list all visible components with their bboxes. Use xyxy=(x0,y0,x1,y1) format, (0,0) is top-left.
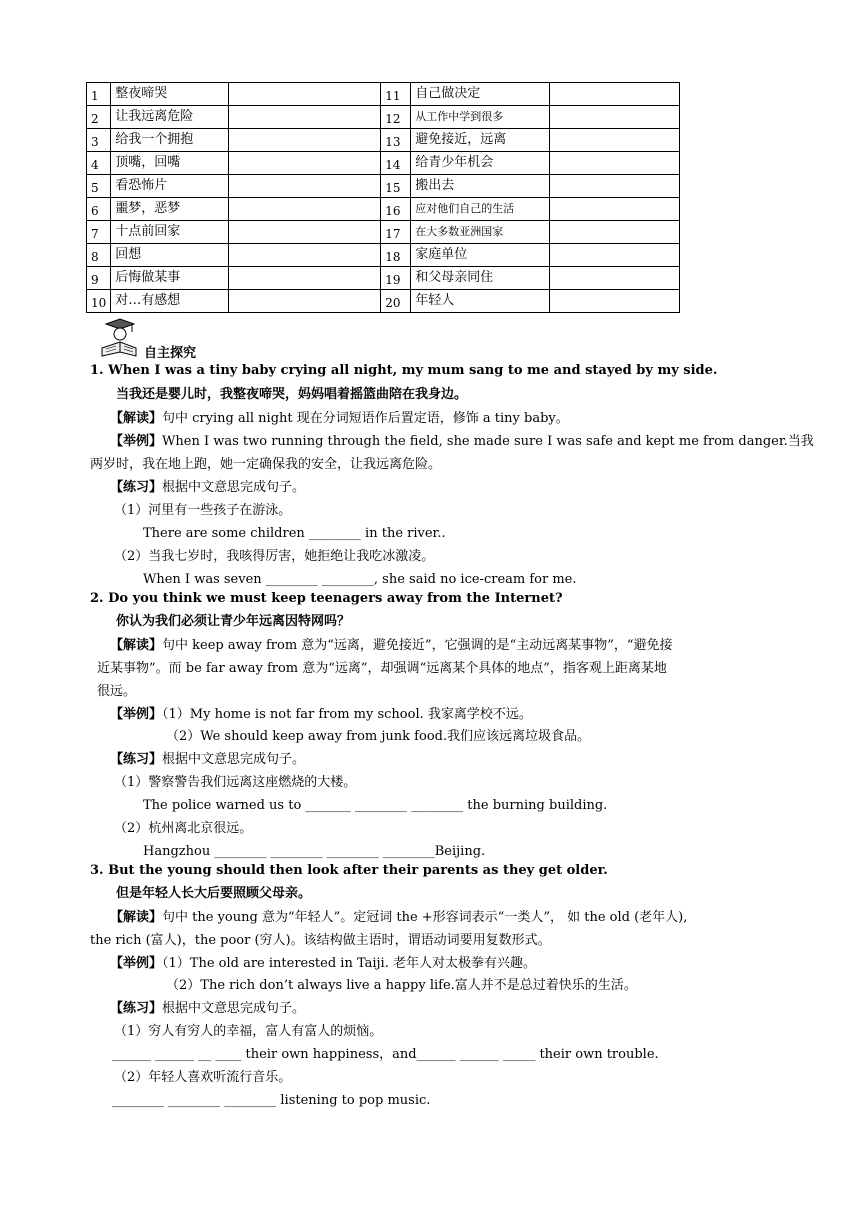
vocab-number: 13 xyxy=(381,129,411,152)
vocab-number: 16 xyxy=(381,198,411,221)
label-tag: 【解读】 xyxy=(110,411,163,426)
line-text: When I was seven ________ ________, she said no ice-cream for me. xyxy=(143,572,577,587)
line-text: 但是年轻人长大后要照顾父母亲。 xyxy=(116,886,312,901)
vocab-chinese: 让我远离危险 xyxy=(111,106,229,129)
vocab-row xyxy=(87,129,680,152)
vocab-answer-blank[interactable] xyxy=(229,152,381,175)
line-text: （1）My home is not far from my school. 我家离学校不远。 xyxy=(162,707,532,722)
vocab-number: 15 xyxy=(381,175,411,198)
vocab-number: 3 xyxy=(87,129,111,152)
vocab-answer-blank[interactable] xyxy=(550,175,680,198)
line-text: 句中 crying all night 现在分词短语作后置定语，修饰 a tiny baby。 xyxy=(162,411,569,426)
line-text: （2）杭州离北京很远。 xyxy=(114,821,253,836)
vocab-answer-blank[interactable] xyxy=(550,129,680,152)
vocab-answer-blank[interactable] xyxy=(229,267,381,290)
line-text: 两岁时，我在地上跑，她一定确保我的安全，让我远离危险。 xyxy=(90,457,442,472)
vocab-row xyxy=(87,267,680,290)
vocab-answer-blank[interactable] xyxy=(229,175,381,198)
text-line xyxy=(112,1092,430,1110)
vocab-chinese: 家庭单位 xyxy=(411,244,550,267)
line-text: There are some children ________ in the river.. xyxy=(143,526,446,541)
vocab-answer-blank[interactable] xyxy=(550,83,680,106)
line-text: （1）穷人有穷人的幸福，富人有富人的烦恼。 xyxy=(114,1024,383,1039)
question-line xyxy=(90,590,563,608)
line-text: 句中 keep away from 意为“远离，避免接近”，它强调的是“主动远离某事物”，“避免接 xyxy=(162,638,673,653)
text-line xyxy=(110,909,687,927)
question-line xyxy=(90,862,608,880)
vocab-answer-blank[interactable] xyxy=(550,198,680,221)
vocab-chinese: 看恐怖片 xyxy=(111,175,229,198)
vocab-chinese: 顶嘴，回嘴 xyxy=(111,152,229,175)
line-text: 很远。 xyxy=(97,684,137,699)
section-title: 自主探究 xyxy=(144,346,197,361)
text-line xyxy=(143,525,446,543)
line-text: 句中 the young 意为“年轻人”。定冠词 the +形容词表示“一类人”， 如 the old (老年人), xyxy=(162,910,688,925)
text-line xyxy=(110,751,305,769)
vocab-chinese: 给青少年机会 xyxy=(411,152,550,175)
vocab-answer-blank[interactable] xyxy=(550,106,680,129)
line-text: 根据中文意思完成句子。 xyxy=(162,752,306,767)
line-text: （1）河里有一些孩子在游泳。 xyxy=(114,503,292,518)
text-line xyxy=(114,774,356,792)
line-text: 当我还是婴儿时，我整夜啼哭，妈妈唱着摇篮曲陪在我身边。 xyxy=(116,387,468,402)
label-tag: 【举例】 xyxy=(110,707,163,722)
label-tag: 【解读】 xyxy=(110,638,163,653)
vocab-answer-blank[interactable] xyxy=(229,244,381,267)
line-text: （2）The rich don’t always live a happy life.富人并不是总过着快乐的生活。 xyxy=(166,978,637,993)
vocab-number: 14 xyxy=(381,152,411,175)
vocab-chinese: 和父母亲同住 xyxy=(411,267,550,290)
line-text: （1）The old are interested in Taiji. 老年人对太极拳有兴趣。 xyxy=(162,956,536,971)
vocabulary-table xyxy=(86,82,680,313)
vocab-number: 9 xyxy=(87,267,111,290)
text-line xyxy=(90,456,441,474)
vocab-chinese: 在大多数亚洲国家 xyxy=(411,221,550,244)
vocab-number: 5 xyxy=(87,175,111,198)
line-text: the rich (富人)，the poor (穷人)。该结构做主语时，谓语动词要用复数形式。 xyxy=(90,933,551,948)
text-line xyxy=(110,433,814,451)
vocab-answer-blank[interactable] xyxy=(229,83,381,106)
vocab-chinese: 年轻人 xyxy=(411,290,550,313)
text-line xyxy=(114,502,291,520)
vocab-chinese: 十点前回家 xyxy=(111,221,229,244)
text-line xyxy=(166,977,637,995)
line-text: When I was two running through the field, she made sure I was safe and kept me from danger.当我 xyxy=(162,434,814,449)
text-line xyxy=(114,820,252,838)
vocab-number: 17 xyxy=(381,221,411,244)
label-tag: 【练习】 xyxy=(110,752,163,767)
vocab-number: 2 xyxy=(87,106,111,129)
vocab-row xyxy=(87,198,680,221)
line-text: 3. But the young should then look after their parents as they get older. xyxy=(90,863,608,878)
vocab-chinese: 噩梦，恶梦 xyxy=(111,198,229,221)
line-text: （2）We should keep away from junk food.我们应该远离垃圾食品。 xyxy=(166,729,591,744)
vocab-answer-blank[interactable] xyxy=(229,290,381,313)
vocab-chinese: 自己做决定 xyxy=(411,83,550,106)
line-text: The police warned us to _______ ________ ________ the burning building. xyxy=(143,798,608,813)
text-line xyxy=(110,955,536,973)
text-line xyxy=(110,479,305,497)
line-text: 根据中文意思完成句子。 xyxy=(162,1001,306,1016)
vocab-chinese: 回想 xyxy=(111,244,229,267)
line-text: 1. When I was a tiny baby crying all night, my mum sang to me and stayed by my side. xyxy=(90,363,718,378)
label-tag: 【举例】 xyxy=(110,434,163,449)
vocab-row xyxy=(87,244,680,267)
vocab-answer-blank[interactable] xyxy=(550,267,680,290)
vocab-number: 11 xyxy=(381,83,411,106)
text-line xyxy=(90,932,551,950)
vocab-number: 19 xyxy=(381,267,411,290)
vocab-number: 6 xyxy=(87,198,111,221)
text-line xyxy=(143,571,576,589)
question-line xyxy=(116,386,467,404)
vocab-row xyxy=(87,221,680,244)
line-text: 2. Do you think we must keep teenagers away from the Internet? xyxy=(90,591,563,606)
text-line xyxy=(97,683,136,701)
label-tag: 【练习】 xyxy=(110,1001,163,1016)
text-line xyxy=(97,660,667,678)
text-line xyxy=(114,1023,382,1041)
vocab-chinese: 应对他们自己的生活 xyxy=(411,198,550,221)
vocab-answer-blank[interactable] xyxy=(229,129,381,152)
vocab-chinese: 搬出去 xyxy=(411,175,550,198)
label-tag: 【练习】 xyxy=(110,480,163,495)
vocab-answer-blank[interactable] xyxy=(229,106,381,129)
vocab-chinese: 整夜啼哭 xyxy=(111,83,229,106)
vocab-number: 4 xyxy=(87,152,111,175)
text-line xyxy=(143,843,485,861)
vocab-number: 7 xyxy=(87,221,111,244)
vocab-row xyxy=(87,152,680,175)
text-line xyxy=(110,637,673,655)
vocab-row xyxy=(87,83,680,106)
vocab-answer-blank[interactable] xyxy=(229,221,381,244)
vocab-number: 12 xyxy=(381,106,411,129)
vocab-answer-blank[interactable] xyxy=(550,290,680,313)
vocab-number: 1 xyxy=(87,83,111,106)
label-tag: 【举例】 xyxy=(110,956,163,971)
label-tag: 【解读】 xyxy=(110,910,163,925)
vocab-chinese: 对…有感想 xyxy=(111,290,229,313)
line-text: Hangzhou ________ ________ ________ ________Beijing. xyxy=(143,844,486,859)
text-line xyxy=(110,706,532,724)
vocab-number: 8 xyxy=(87,244,111,267)
text-line xyxy=(110,410,569,428)
line-text: ________ ________ ________ listening to pop music. xyxy=(112,1093,431,1108)
line-text: ______ ______ __ ____ their own happiness，and______ ______ _____ their own trouble. xyxy=(112,1047,659,1062)
question-line xyxy=(90,362,717,380)
vocab-number: 18 xyxy=(381,244,411,267)
text-line xyxy=(143,797,607,815)
text-line xyxy=(114,1069,291,1087)
vocab-row xyxy=(87,175,680,198)
vocab-number: 10 xyxy=(87,290,111,313)
vocab-chinese: 从工作中学到很多 xyxy=(411,106,550,129)
line-text: 根据中文意思完成句子。 xyxy=(162,480,306,495)
text-line xyxy=(112,1046,659,1064)
text-line xyxy=(166,728,590,746)
line-text: （2）年轻人喜欢听流行音乐。 xyxy=(114,1070,292,1085)
vocab-row xyxy=(87,106,680,129)
vocab-answer-blank[interactable] xyxy=(550,244,680,267)
vocab-number: 20 xyxy=(381,290,411,313)
scholar-reading-icon xyxy=(98,318,138,358)
text-line xyxy=(110,1000,305,1018)
line-text: 你认为我们必须让青少年远离因特网吗？ xyxy=(116,614,351,629)
vocab-chinese: 给我一个拥抱 xyxy=(111,129,229,152)
vocab-answer-blank[interactable] xyxy=(550,152,680,175)
vocab-chinese: 避免接近，远离 xyxy=(411,129,550,152)
text-line xyxy=(114,548,434,566)
question-line xyxy=(116,885,311,903)
vocab-row xyxy=(87,290,680,313)
line-text: （1）警察警告我们远离这座燃烧的大楼。 xyxy=(114,775,357,790)
line-text: （2）当我七岁时，我咳得厉害，她拒绝让我吃冰激凌。 xyxy=(114,549,435,564)
vocab-chinese: 后悔做某事 xyxy=(111,267,229,290)
vocab-answer-blank[interactable] xyxy=(229,198,381,221)
line-text: 近某事物”。而 be far away from 意为“远离”，却强调“远离某个具体的地点”，指客观上距离某地 xyxy=(97,661,667,676)
question-line xyxy=(116,613,350,631)
vocab-answer-blank[interactable] xyxy=(550,221,680,244)
